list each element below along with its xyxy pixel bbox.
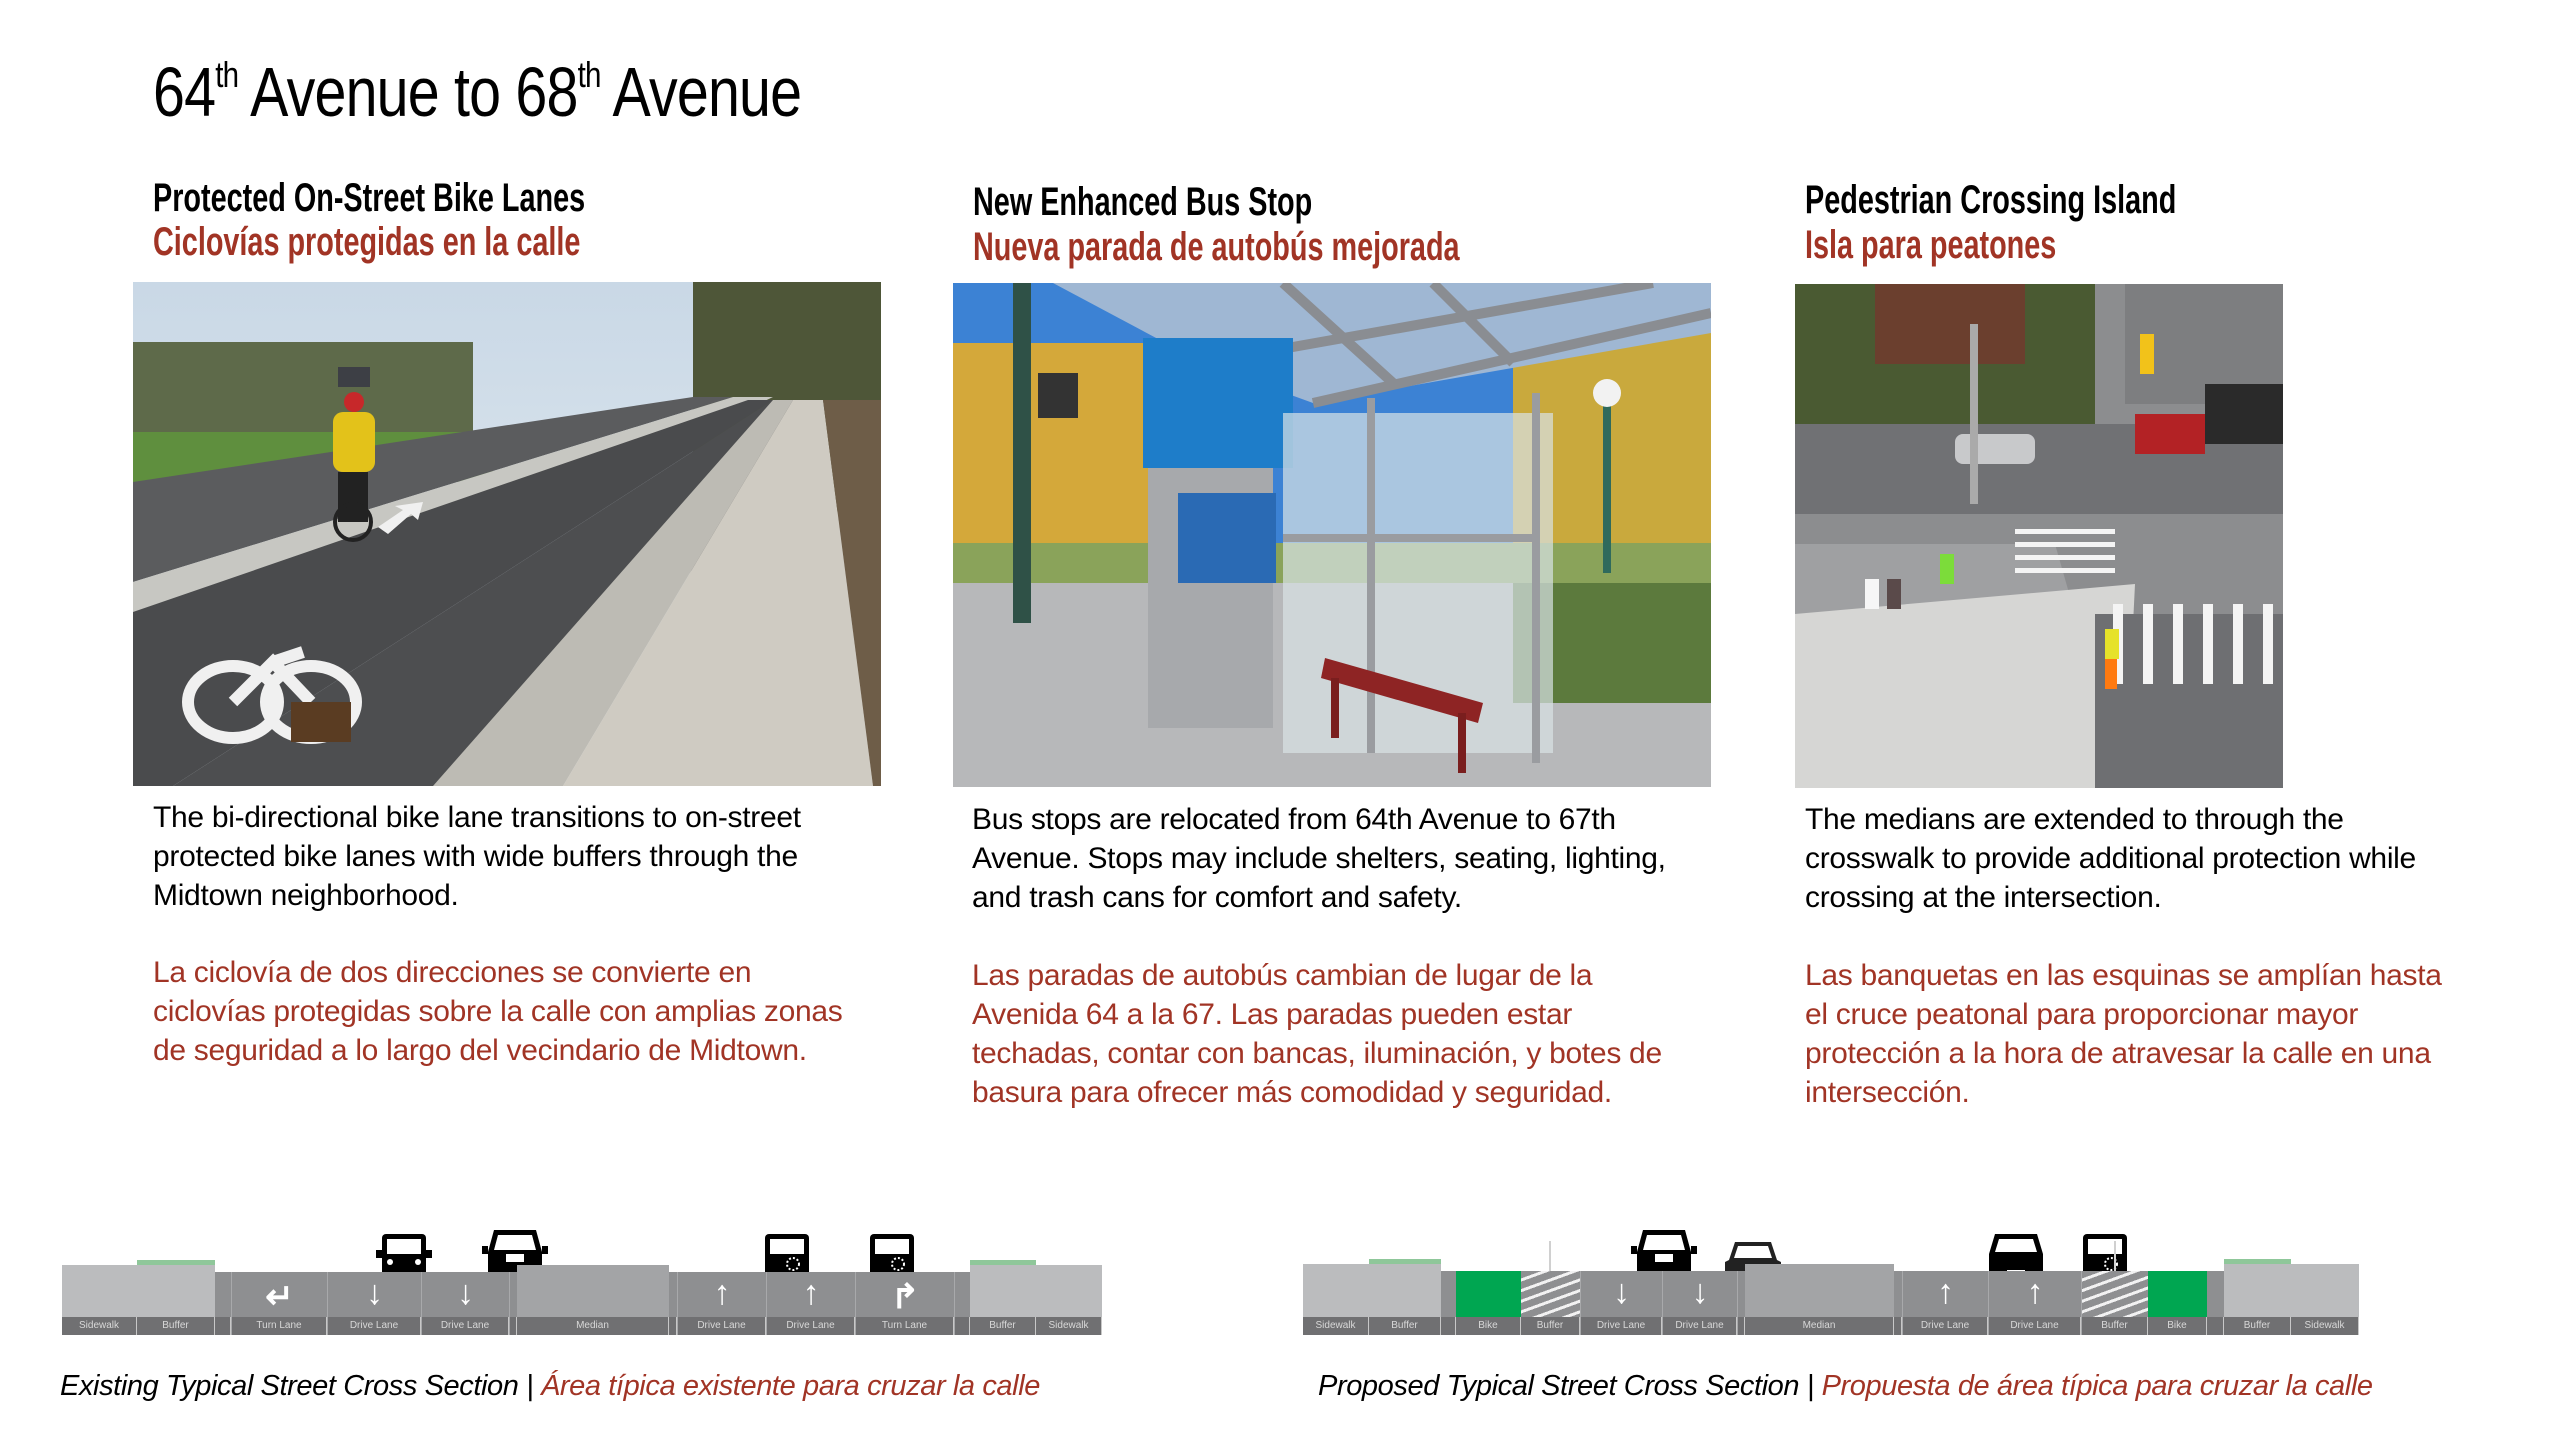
caption-en: Proposed Typical Street Cross Section | (1318, 1370, 1822, 1402)
protected-bike-lane-photo (133, 282, 881, 786)
bus-shelter-photo (953, 283, 1711, 787)
title-ordinal: th (215, 54, 239, 95)
segment-median: Median (1745, 1264, 1894, 1335)
segment-sidewalk: Sidewalk (1303, 1264, 1369, 1335)
existing-cross-section-diagram (62, 1230, 1234, 1335)
segment-bike-lane: Bike (2148, 1271, 2207, 1335)
segment-drive-lane: ↑ Drive Lane (766, 1272, 855, 1335)
segment-buffer: Buffer (2224, 1264, 2291, 1335)
segment-gutter (954, 1272, 970, 1335)
arrow-down-icon: ↓ (366, 1274, 383, 1312)
heading-bike-lanes-en: Protected On-Street Bike Lanes (153, 176, 586, 220)
segment-sidewalk: Sidewalk (1036, 1265, 1102, 1335)
segment-drive-lane: ↓ Drive Lane (1580, 1271, 1662, 1335)
segment-gutter (509, 1272, 517, 1335)
crossing-island-description-es: Las banquetas en las esquinas se amplían hasta el cruce peatonal para proporcionar mayor protección a la hora de atravesar la calle en una intersección. (1805, 959, 2442, 1109)
flex-post-icon (1549, 1241, 1551, 1271)
segment-drive-lane: ↓ Drive Lane (1662, 1271, 1737, 1335)
existing-cross-section-caption (60, 1370, 1040, 1403)
caption-es: Área típica existente para cruzar la calle (540, 1370, 1040, 1402)
flex-post-icon (2114, 1241, 2116, 1271)
pedestrian-crossing-photo (1795, 284, 2283, 788)
pedestrian-crossing-photo-illustration (1795, 284, 2283, 788)
caption-en: Existing Typical Street Cross Section | (60, 1370, 541, 1402)
turn-right-arrow-icon: ↱ (890, 1278, 920, 1316)
segment-gutter (2207, 1271, 2224, 1335)
segment-drive-lane: ↑ Drive Lane (1988, 1271, 2081, 1335)
heading-bus-stop-es: Nueva parada de autobús mejorada (973, 225, 1460, 269)
segment-drive-lane: ↓ Drive Lane (421, 1272, 509, 1335)
segment-sidewalk: Sidewalk (2291, 1264, 2359, 1335)
arrow-up-icon: ↑ (2026, 1273, 2044, 1311)
arrow-up-icon: ↑ (1937, 1273, 1954, 1311)
segment-buffer: Buffer (1369, 1264, 1441, 1335)
title-number-68: 68 (515, 53, 578, 131)
arrow-up-icon: ↑ (713, 1274, 731, 1312)
segment-gutter (1894, 1271, 1902, 1335)
turn-left-arrow-icon: ↵ (265, 1278, 294, 1316)
segment-gutter (1441, 1271, 1456, 1335)
bike-lanes-description-en: The bi-directional bike lane transitions to on-street protected bike lanes with wide buffers through the Midtown neighborhood. (153, 801, 801, 912)
bus-stop-description-en: Bus stops are relocated from 64th Avenue to 67th Avenue. Stops may include shelters, seating, lighting, and trash cans for comfort and safety. (972, 803, 1666, 914)
title-ordinal: th (577, 54, 601, 95)
segment-buffer: Buffer (137, 1265, 215, 1335)
arrow-down-icon: ↓ (1691, 1273, 1709, 1311)
segment-buffer: Buffer (970, 1265, 1036, 1335)
segment-hatched-buffer: Buffer (1521, 1271, 1580, 1335)
proposed-cross-section-caption (1318, 1370, 2373, 1403)
grass-strip (970, 1260, 1036, 1265)
segment-median: Median (517, 1265, 669, 1335)
segment-gutter (669, 1272, 677, 1335)
heading-crossing-island-en: Pedestrian Crossing Island (1805, 178, 2177, 222)
segment-sidewalk: Sidewalk (62, 1265, 137, 1335)
segment-gutter (1737, 1271, 1745, 1335)
title-number-64: 64 (153, 53, 216, 131)
heading-bus-stop-en: New Enhanced Bus Stop (973, 180, 1313, 224)
arrow-up-icon: ↑ (802, 1274, 820, 1312)
arrow-down-icon: ↓ (457, 1274, 474, 1312)
caption-es: Propuesta de área típica para cruzar la calle (1821, 1370, 2373, 1402)
bike-lanes-description-es: La ciclovía de dos direcciones se convierte en ciclovías protegidas sobre la calle con amplias zonas de seguridad a lo largo del vecindario de Midtown. (153, 956, 843, 1067)
segment-drive-lane: ↑ Drive Lane (1902, 1271, 1988, 1335)
heading-bike-lanes-es: Ciclovías protegidas en la calle (153, 220, 581, 264)
proposed-cross-section-diagram (1303, 1230, 2468, 1335)
segment-turn-lane: ↱ Turn Lane (855, 1272, 954, 1335)
arrow-down-icon: ↓ (1613, 1273, 1630, 1311)
segment-drive-lane: ↑ Drive Lane (677, 1272, 766, 1335)
title-text: Avenue (600, 53, 802, 131)
segment-bike-lane: Bike (1456, 1271, 1521, 1335)
segment-gutter (215, 1272, 231, 1335)
grass-strip (137, 1260, 215, 1265)
page-title (153, 52, 801, 132)
segment-hatched-buffer: Buffer (2081, 1271, 2148, 1335)
bus-stop-description-es: Las paradas de autobús cambian de lugar de la Avenida 64 a la 67. Las paradas pueden estar techadas, contar con bancas, iluminación, y botes de basura para ofrecer más comodidad y seguridad. (972, 959, 1662, 1109)
segment-drive-lane: ↓ Drive Lane (327, 1272, 421, 1335)
segment-turn-lane: ↵ Turn Lane (231, 1272, 327, 1335)
crossing-island-description-en: The medians are extended to through the crosswalk to provide additional protection while crossing at the intersection. (1805, 803, 2416, 914)
heading-crossing-island-es: Isla para peatones (1805, 223, 2057, 267)
title-text: Avenue to (238, 53, 516, 131)
grass-strip (1369, 1259, 1441, 1264)
grass-strip (2224, 1259, 2291, 1264)
bike-lane-photo-illustration (133, 282, 881, 786)
bus-shelter-photo-illustration (953, 283, 1711, 787)
